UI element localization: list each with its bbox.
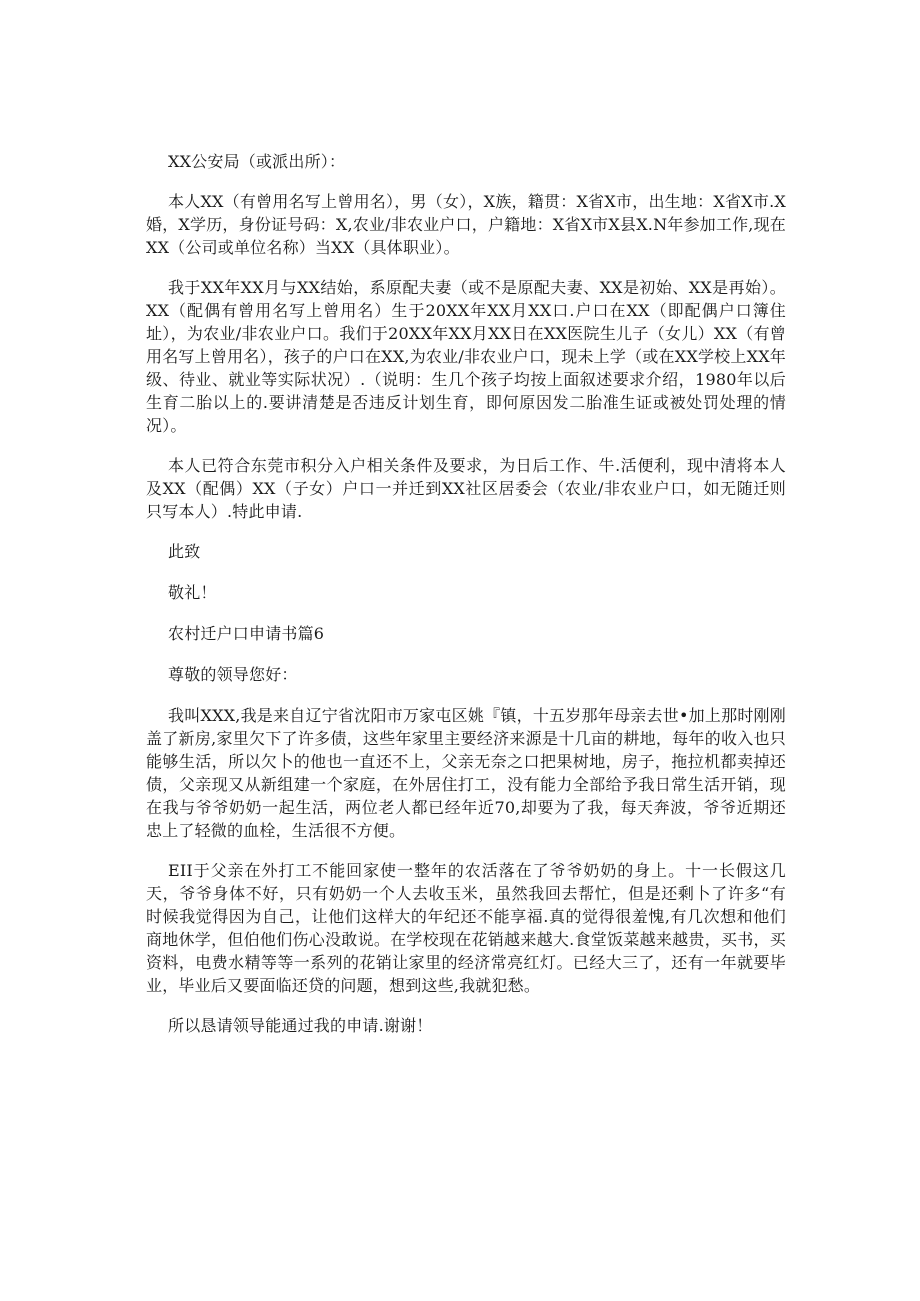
paragraph-hardship: EII于父亲在外打工不能回家使一整年的农活落在了爷爷奶奶的身上。十一长假这几天，爷爷身体不好，只有奶奶一个人去收玉米，虽然我回去帮忙，但是还剩卜了许多“有时候我觉得因为自己，让他们这样大的年纪还不能享福.真的觉得很羞愧,有几次想和他们商地休学，但伯他们伤心没敢说。在学校现在花销越来越大.食堂饭菜越来越贵，买书，买资料，电费水精等等一系列的花销让家里的经济常亮红灯。已经大三了，还有一年就要毕业，毕业后又要面临还贷的问题，想到这些,我就犯愁。 bbox=[146, 861, 786, 995]
closing-line-1: 此致 bbox=[168, 542, 201, 561]
closing-line-2: 敬礼！ bbox=[168, 583, 217, 602]
paragraph-background: 我叫XXX,我是来自辽宁省沈阳市万家屯区姚『镇，十五岁那年母亲去世•加上那时刚刚盖了新房,家里欠下了许多债，这些年家里主要经济来源是十几亩的耕地，每年的收入也只能够生活，所以欠卜的他也一直还不上，父亲无奈之口把果树地，房子，拖拉机都卖掉还债，父亲现又从新组建一个家庭，在外居住打工，没有能力全部给予我日常生活开销，现在我与爷爷奶奶一起生活，两位老人都已经年近70,却要为了我，每天奔波，爷爷近期还忠上了轻微的血栓，生活很不方便。 bbox=[146, 706, 786, 840]
paragraph-application: 本人已符合东莞市积分入户相关条件及要求，为日后工作、牛.活便利，现中清将本人及XX（配偶）XX（子女）户口一并迁到XX社区居委会（农业/非农业户口，如无随迁则只写本人）.特此申请. bbox=[146, 456, 786, 521]
paragraph-family-info: 我于XX年XX月与XX结始，系原配夫妻（或不是原配夫妻、XX是初始、XX是再始）。XX（配偶有曾用名写上曾用名）生于20XX年XX月XX口.户口在XX（即配偶户口簿住址），为农业/非农业户口。我们于20XX年XX月XX日在XX医院生儿子（女儿）XX（有曾用名写上曾用名），孩子的户口在XX,为农业/非农业户口，现未上学（或在XX学校上XX年级、待业、就业等实际状况）.（说明：生几个孩子均按上面叙述要求介绍，1980年以后生育二胎以上的.要讲清楚是否违反计划生育，即何原因发二胎准生证或被处罚处理的情况）。 bbox=[146, 278, 786, 435]
salutation: XX公安局（或派出所）： bbox=[168, 152, 346, 171]
section-title: 农村迁户口申请书篇6 bbox=[168, 624, 325, 643]
paragraph-request: 所以恳请领导能通过我的申请.谢谢！ bbox=[168, 1016, 433, 1035]
greeting: 尊敬的领导您好： bbox=[168, 665, 298, 684]
paragraph-personal-info: 本人XX（有曾用名写上曾用名），男（女），X族，籍贯：X省X市，出生地：X省X市.X婚，X学历，身份证号码：X,农业/非农业户口，户籍地：X省X市X县X.N年参加工作,现在XX（公司或单位名称）当XX（具体职业）。 bbox=[146, 192, 786, 257]
document-page bbox=[146, 150, 786, 1054]
